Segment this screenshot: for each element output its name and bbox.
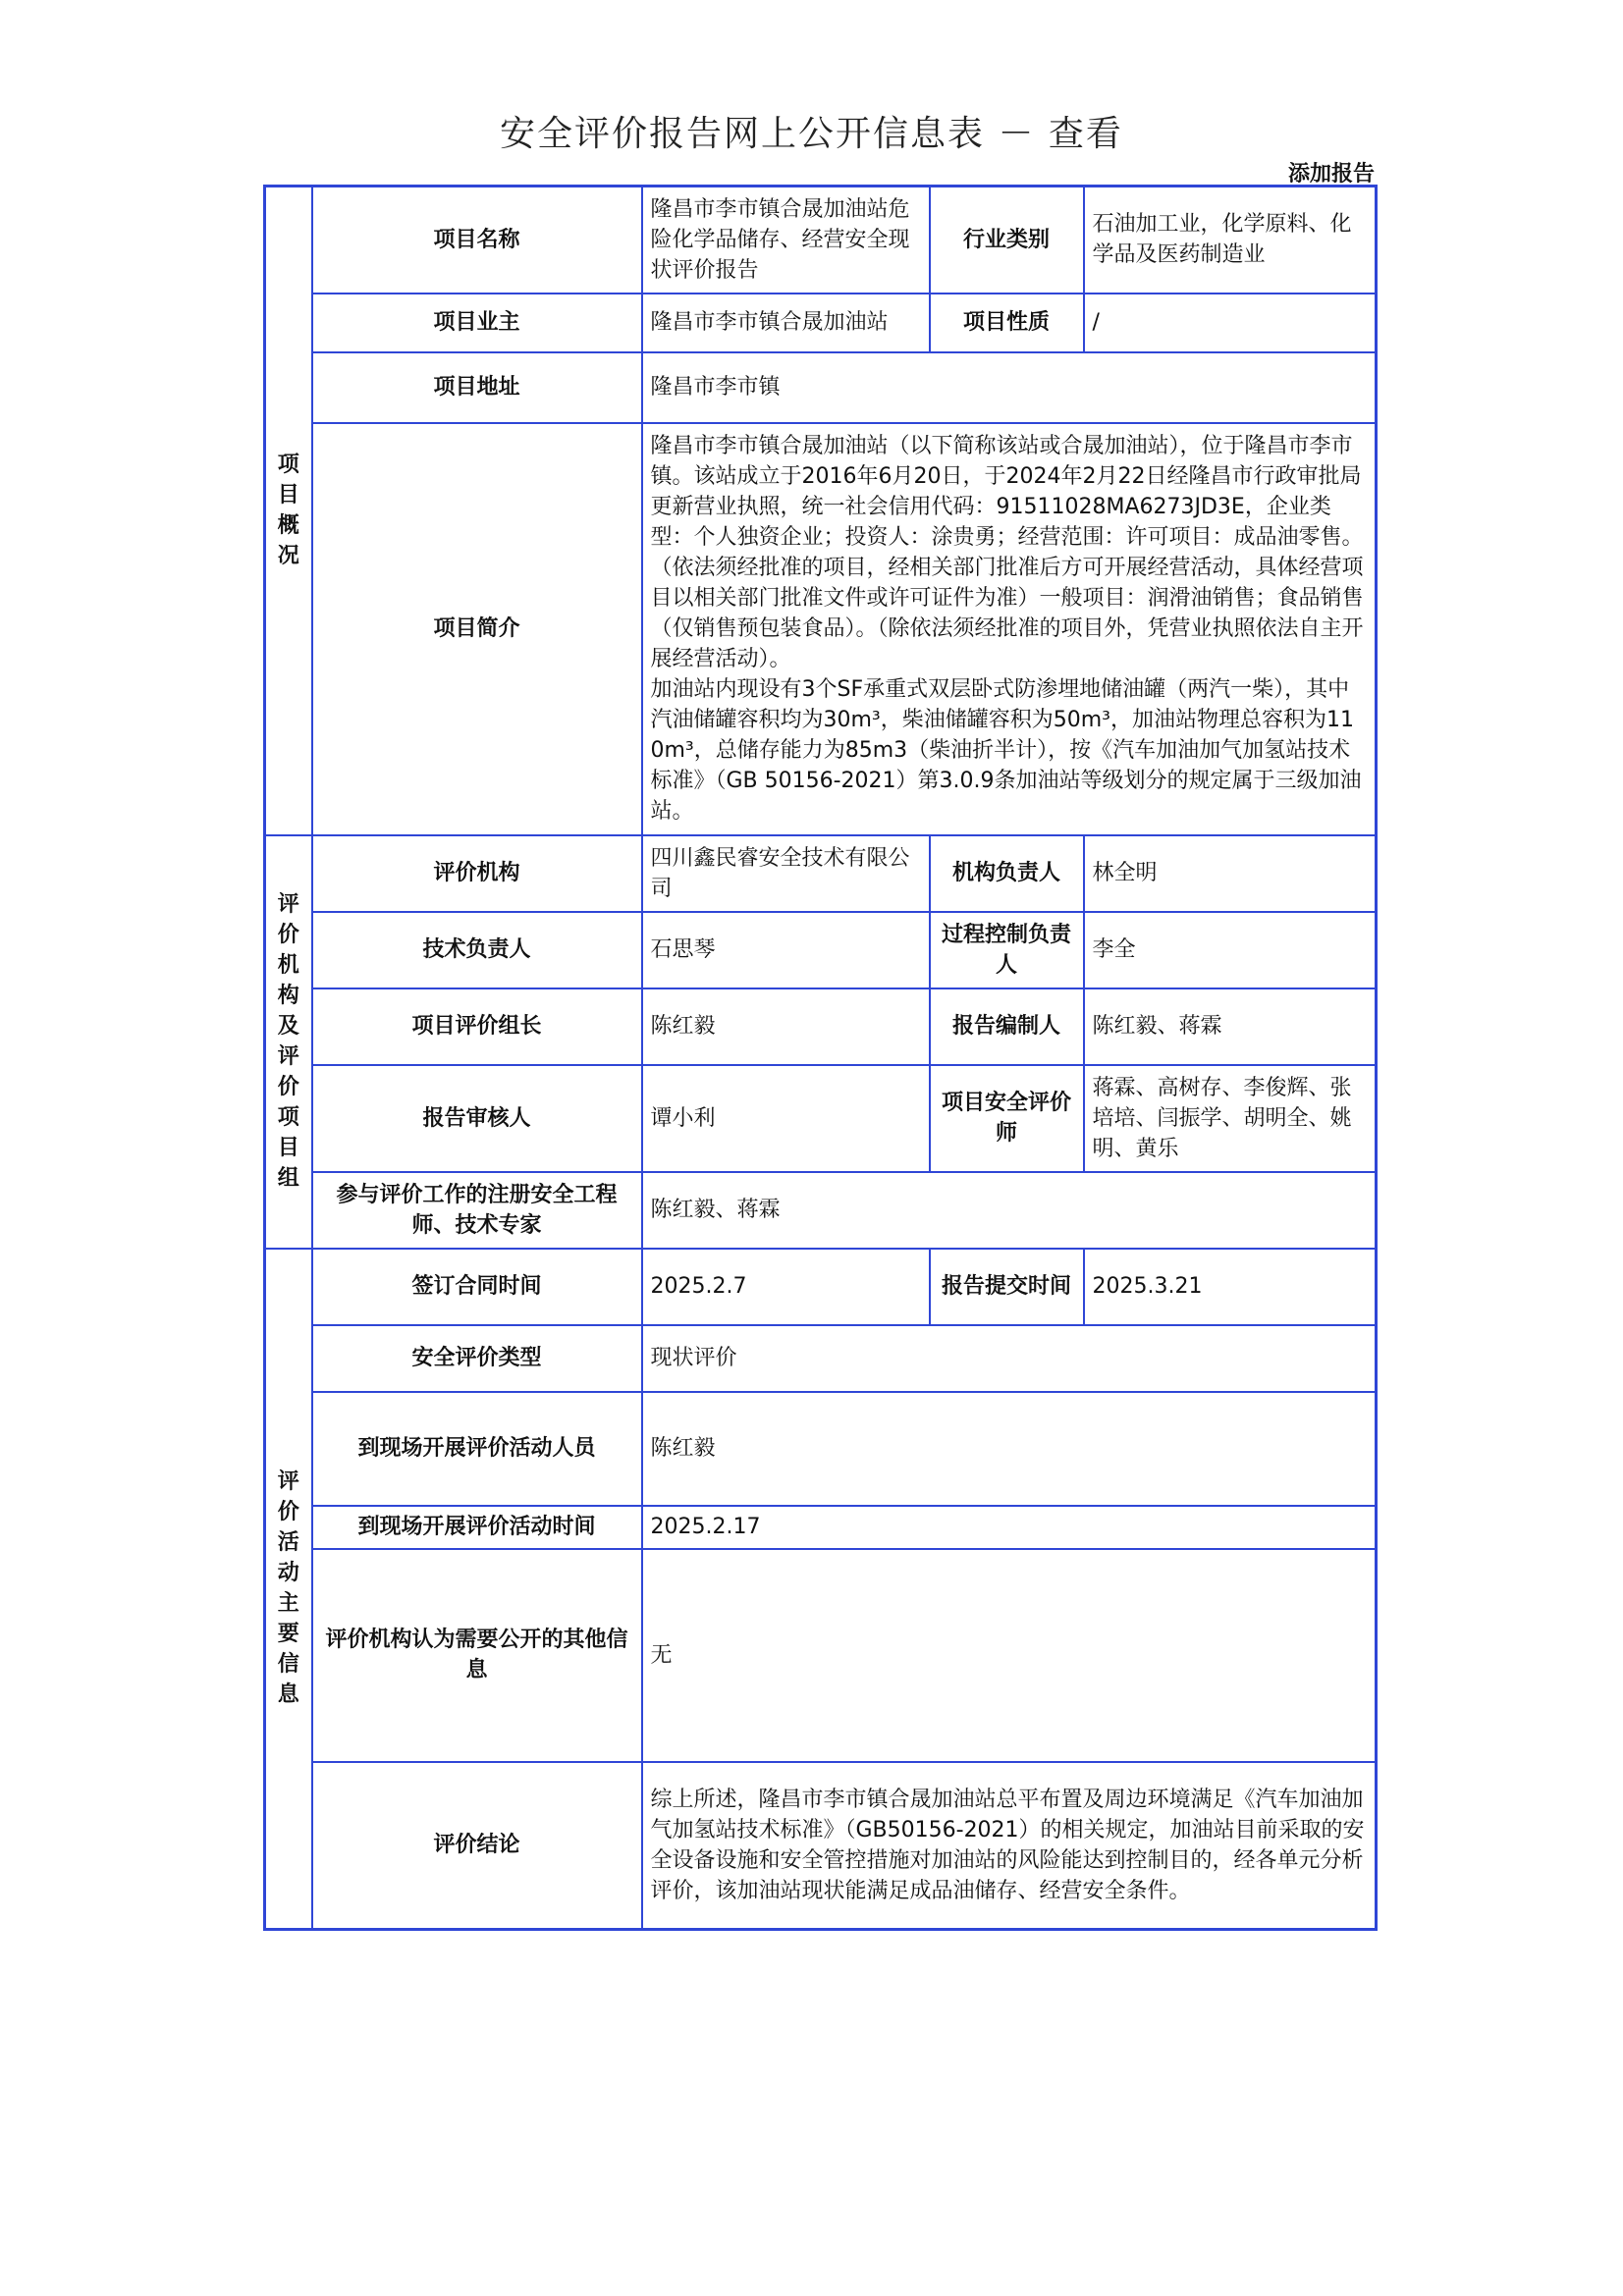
add-report-link[interactable]: 添加报告 — [1287, 162, 1375, 187]
section-overview: 项目概况 — [265, 187, 312, 835]
contract-date-value: 2025.2.7 — [642, 1249, 930, 1325]
org-label: 评价机构 — [312, 835, 642, 912]
table-row — [265, 187, 1377, 294]
leader-value: 陈红毅 — [642, 988, 930, 1065]
onsite-time-label: 到现场开展评价活动时间 — [312, 1506, 642, 1549]
owner-label: 项目业主 — [312, 294, 642, 352]
page-title: 安全评价报告网上公开信息表 － 查看 — [500, 114, 1123, 154]
process-head-value: 李全 — [1084, 912, 1377, 988]
industry-value: 石油加工业，化学原料、化学品及医药制造业 — [1084, 187, 1377, 294]
project-name-value: 隆昌市李市镇合晟加油站危险化学品储存、经营安全现状评价报告 — [642, 187, 930, 294]
assessors-value: 蒋霖、高树存、李俊辉、张培培、闫振学、胡明全、姚明、黄乐 — [1084, 1065, 1377, 1172]
author-label: 报告编制人 — [930, 988, 1084, 1065]
info-table — [263, 185, 1378, 1931]
leader-label: 项目评价组长 — [312, 988, 642, 1065]
table-row — [265, 294, 1377, 352]
table-row — [265, 1762, 1377, 1930]
table-row — [265, 1549, 1377, 1762]
other-info-value: 无 — [642, 1549, 1377, 1762]
nature-label: 项目性质 — [930, 294, 1084, 352]
intro-label: 项目简介 — [312, 423, 642, 835]
onsite-people-label: 到现场开展评价活动人员 — [312, 1392, 642, 1506]
other-info-label: 评价机构认为需要公开的其他信息 — [312, 1549, 642, 1762]
contract-date-label: 签订合同时间 — [312, 1249, 642, 1325]
section-team: 评价机构及评价项目组 — [265, 835, 312, 1249]
experts-label: 参与评价工作的注册安全工程师、技术专家 — [312, 1172, 642, 1249]
table-row — [265, 1325, 1377, 1392]
tech-head-label: 技术负责人 — [312, 912, 642, 988]
table-row — [265, 988, 1377, 1065]
org-head-value: 林全明 — [1084, 835, 1377, 912]
nature-value: / — [1084, 294, 1377, 352]
address-value: 隆昌市李市镇 — [642, 352, 1377, 423]
table-row — [265, 1249, 1377, 1325]
tech-head-value: 石思琴 — [642, 912, 930, 988]
intro-value: 隆昌市李市镇合晟加油站（以下简称该站或合晟加油站），位于隆昌市李市镇。该站成立于2016年6月20日，于2024年2月22日经隆昌市行政审批局更新营业执照，统一社会信用代码：91511028MA6273JD3E，企业类型：个人独资企业；投资人：涂贵勇；经营范围：许可项目：成品油零售。（依法须经批准的项目，经相关部门批准后方可开展经营活动，具体经营项目以相关部门批准文件或许可证件为准）一般项目：润滑油销售；食品销售（仅销售预包装食品）。（除依法须经批准的项目外，凭营业执照依法自主开展经营活动）。 加油站内现设有3个SF承重式双层卧式防渗埋地储油罐（两汽一柴），其中汽油储罐容积均为30m³，柴油储罐容积为50m³，加油站物理总容积为110m³，总储存能力为85m3（柴油折半计），按《汽车加油加气加氢站技术标准》（GB 50156-2021）第3.0.9条加油站等级划分的规定属于三级加油站。 — [642, 423, 1377, 835]
process-head-label: 过程控制负责人 — [930, 912, 1084, 988]
author-value: 陈红毅、蒋霖 — [1084, 988, 1377, 1065]
table-row — [265, 423, 1377, 835]
org-value: 四川鑫民睿安全技术有限公司 — [642, 835, 930, 912]
org-head-label: 机构负责人 — [930, 835, 1084, 912]
reviewer-value: 谭小利 — [642, 1065, 930, 1172]
table-row — [265, 1506, 1377, 1549]
table-row — [265, 1065, 1377, 1172]
conclusion-label: 评价结论 — [312, 1762, 642, 1930]
address-label: 项目地址 — [312, 352, 642, 423]
project-name-label: 项目名称 — [312, 187, 642, 294]
industry-label: 行业类别 — [930, 187, 1084, 294]
table-row — [265, 835, 1377, 912]
conclusion-value: 综上所述，隆昌市李市镇合晟加油站总平布置及周边环境满足《汽车加油加气加氢站技术标准》（GB50156-2021）的相关规定，加油站目前采取的安全设备设施和安全管控措施对加油站的风险能达到控制目的，经各单元分析评价，该加油站现状能满足成品油储存、经营安全条件。 — [642, 1762, 1377, 1930]
reviewer-label: 报告审核人 — [312, 1065, 642, 1172]
table-row — [265, 352, 1377, 423]
onsite-people-value: 陈红毅 — [642, 1392, 1377, 1506]
table-row — [265, 1392, 1377, 1506]
table-row — [265, 912, 1377, 988]
owner-value: 隆昌市李市镇合晟加油站 — [642, 294, 930, 352]
eval-type-value: 现状评价 — [642, 1325, 1377, 1392]
section-activity: 评价活动主要信息 — [265, 1249, 312, 1930]
onsite-time-value: 2025.2.17 — [642, 1506, 1377, 1549]
experts-value: 陈红毅、蒋霖 — [642, 1172, 1377, 1249]
submit-date-value: 2025.3.21 — [1084, 1249, 1377, 1325]
eval-type-label: 安全评价类型 — [312, 1325, 642, 1392]
assessors-label: 项目安全评价师 — [930, 1065, 1084, 1172]
submit-date-label: 报告提交时间 — [930, 1249, 1084, 1325]
table-row — [265, 1172, 1377, 1249]
